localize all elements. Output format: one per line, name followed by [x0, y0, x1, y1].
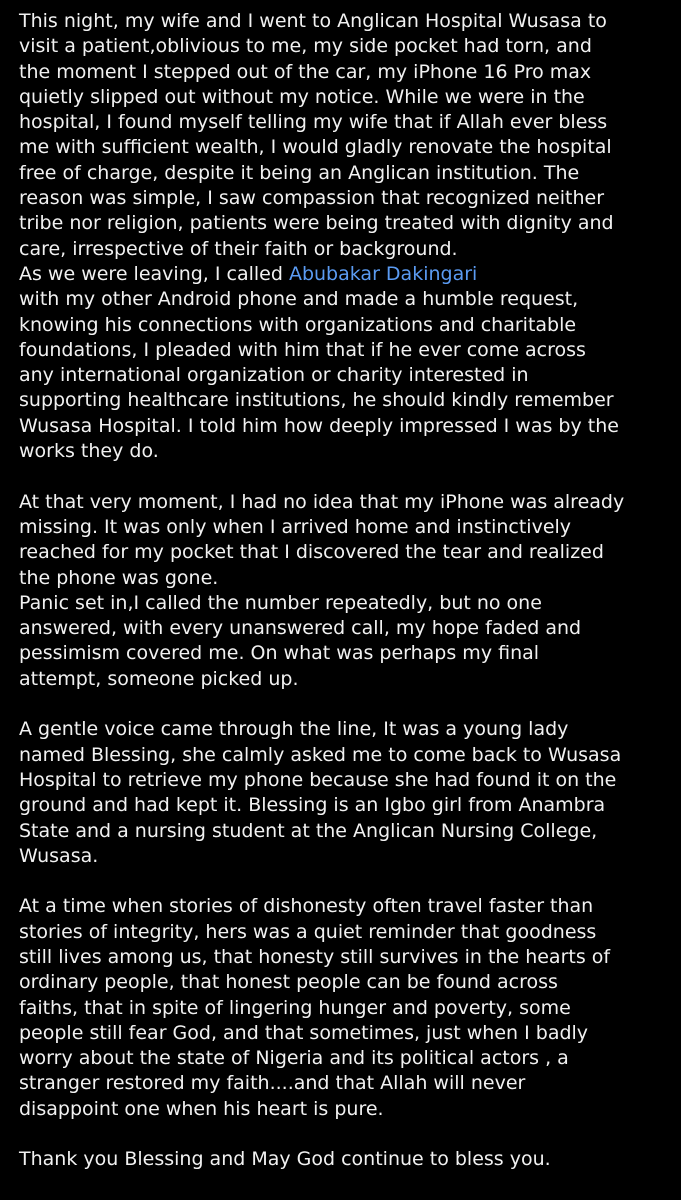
text-line: Hospital to retrieve my phone because she had found it on the — [19, 768, 617, 791]
text-line: Wusasa. — [19, 844, 99, 867]
text-line: the moment I stepped out of the car, my iPhone 16 Pro max — [19, 60, 592, 83]
text-line: care, irrespective of their faith or background. — [19, 237, 458, 260]
text-line: ground and had kept it. Blessing is an Igbo girl from Anambra — [19, 794, 606, 817]
text-line: free of charge, despite it being an Anglican institution. The — [19, 161, 580, 184]
text-line: Panic set in,I called the number repeatedly, but no one — [19, 591, 542, 614]
text-line: quietly slipped out without my notice. While we were in the — [19, 85, 585, 108]
text-fragment: As we were leaving, I called — [19, 262, 289, 285]
text-line: knowing his connections with organizations and charitable — [19, 313, 577, 336]
paragraph-intro — [19, 9, 669, 464]
text-line: This night, my wife and I went to Anglican Hospital Wusasa to — [19, 10, 607, 32]
text-line: reached for my pocket that I discovered the tear and realized — [19, 541, 604, 564]
paragraph-gap — [19, 464, 669, 489]
text-line: worry about the state of Nigeria and its political actors , a — [19, 1047, 569, 1070]
text-line: disappoint one when his heart is pure. — [19, 1097, 384, 1120]
text-line: supporting healthcare institutions, he should kindly remember — [19, 389, 614, 412]
text-line: hospital, I found myself telling my wife that if Allah ever bless — [19, 111, 608, 134]
text-line: State and a nursing student at the Anglican Nursing College, — [19, 819, 598, 842]
text-line: ordinary people, that honest people can be found across — [19, 971, 558, 994]
paragraph-blessing — [19, 717, 669, 869]
text-line: attempt, someone picked up. — [19, 667, 299, 690]
paragraph-gap — [19, 1122, 669, 1147]
paragraph-gap — [19, 869, 669, 894]
text-line: missing. It was only when I arrived home and instinctively — [19, 515, 572, 538]
text-line: Thank you Blessing and May God continue to bless you. — [19, 1148, 551, 1171]
mention-link-abubakar-dakingari[interactable]: Abubakar Dakingari — [288, 262, 478, 285]
paragraph-gap — [19, 692, 669, 717]
text-line: A gentle voice came through the line, It was a young lady — [19, 718, 569, 741]
text-line: foundations, I pleaded with him that if he ever come across — [19, 338, 586, 361]
text-line: me with sufficient wealth, I would gladly renovate the hospital — [19, 136, 612, 159]
text-line: pessimism covered me. On what was perhaps my final — [19, 642, 540, 665]
text-line: At a time when stories of dishonesty often travel faster than — [19, 895, 594, 918]
text-line: faiths, that in spite of lingering hunger and poverty, some — [19, 996, 571, 1019]
text-line: visit a patient,oblivious to me, my side pocket had torn, and — [19, 35, 592, 58]
text-line-with-mention — [19, 262, 669, 287]
paragraph-reflection — [19, 894, 669, 1122]
text-line: any international organization or charity interested in — [19, 364, 529, 387]
text-line: stranger restored my faith....and that Allah will never — [19, 1072, 526, 1095]
text-line: with my other Android phone and made a humble request, — [19, 288, 579, 311]
text-line: tribe nor religion, patients were being treated with dignity and — [19, 212, 614, 235]
text-line: reason was simple, I saw compassion that recognized neither — [19, 187, 605, 210]
text-line: still lives among us, that honesty still survives in the hearts of — [19, 945, 611, 968]
text-line: At that very moment, I had no idea that my iPhone was already — [19, 490, 625, 513]
text-line: the phone was gone. — [19, 566, 219, 589]
text-line: works they do. — [19, 440, 159, 463]
text-line: answered, with every unanswered call, my hope faded and — [19, 617, 582, 640]
paragraph-missing-phone — [19, 490, 669, 692]
text-line: Wusasa Hospital. I told him how deeply impressed I was by the — [19, 414, 619, 437]
text-line: stories of integrity, hers was a quiet reminder that goodness — [19, 920, 597, 943]
paragraph-thanks — [19, 1147, 669, 1172]
text-line: people still fear God, and that sometimes, just when I badly — [19, 1021, 589, 1044]
text-line: named Blessing, she calmly asked me to come back to Wusasa — [19, 743, 622, 766]
